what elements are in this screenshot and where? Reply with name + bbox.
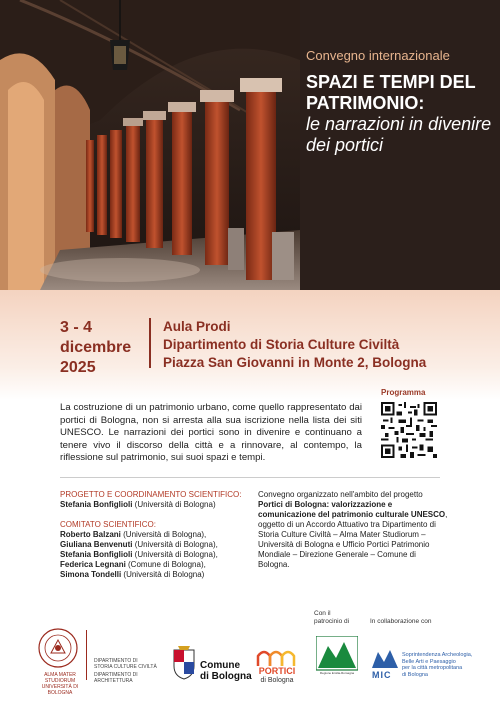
regione-label: Regione Emilia-Romagna — [319, 671, 355, 675]
title-sub: le narrazioni in divenire dei portici — [306, 114, 492, 155]
committee-member: Simona Tondelli (Università di Bologna) — [60, 570, 205, 579]
regione-er-logo-icon — [316, 636, 358, 676]
organization-note: Convegno organizzato nell'ambito del progetto Portici di Bologna: valorizzazione e comunicazione del patrimonio culturale UNESCO, oggetto di un Accordo Attuativo tra Dipartimento di Storia Culture Civiltà – Alma Mater Studiorum – Università di Bologna e Ufficio Portici Patrimonio Mondiale – Direzione Generale – Comune di Bologna. — [258, 490, 448, 569]
intro-paragraph: La costruzione di un patrimonio urbano, come quello rappresentato dai portici di Bologna, non si arresta alla sua iscrizione nella lista dei siti UNESCO. Le narrazioni dei portici sono in divenire e continuano a tenere vivo il discorso della città e a rinnovare, al contempo, la riflessione sul patrimonio, sui suoi spazi e tempi. — [60, 402, 362, 463]
unibo-seal-icon — [38, 628, 78, 668]
venue-line-1: Aula Prodi — [163, 319, 231, 334]
dept-arch-label: DIPARTIMENTO DI ARCHITETTURA — [94, 672, 138, 684]
comune-crest-icon — [172, 646, 196, 680]
patrocinio-label: Con il patrocinio di — [314, 610, 350, 625]
committee-member: Stefania Bonfiglioli (Università di Bologna), — [60, 550, 218, 559]
committee-member: Roberto Balzani (Università di Bologna), — [60, 530, 207, 539]
collaborazione-label: In collaborazione con — [370, 618, 432, 625]
unibo-divider — [86, 630, 87, 680]
committee-heading: COMITATO SCIENTIFICO: — [60, 520, 156, 529]
venue-line-3: Piazza San Giovanni in Monte 2, Bologna — [163, 355, 427, 370]
comune-label: Comune di Bologna — [200, 660, 252, 682]
project-coordinator: Stefania Bonfiglioli (Università di Bologna) — [60, 500, 216, 509]
logo-strip — [0, 600, 500, 707]
mic-logo-icon — [370, 648, 400, 670]
project-heading: PROGETTO E COORDINAMENTO SCIENTIFICO: — [60, 490, 242, 499]
hero-photo — [0, 0, 500, 290]
divider-line — [60, 477, 440, 478]
committee-member: Giuliana Benvenuti (Università di Bologna), — [60, 540, 218, 549]
soprintendenza-label: Soprintendenza Archeologia, Belle Arti e Paesaggio per la città metropolitana di Bologna — [402, 652, 473, 678]
divider-bar — [149, 318, 151, 368]
credits-left — [60, 490, 250, 580]
committee-list — [60, 530, 250, 580]
conference-label: Convegno internazionale — [306, 48, 450, 63]
programma-qr-code[interactable] — [381, 402, 437, 458]
event-date: 3 - 4 dicembre 2025 — [60, 319, 132, 376]
portici-arches-icon — [256, 648, 296, 666]
dept-storia-label: DIPARTIMENTO DI STORIA CULTURE CIVILTÀ — [94, 658, 157, 670]
title-main: SPAZI E TEMPI DEL PATRIMONIO: — [306, 72, 476, 113]
mic-label: MIC — [372, 670, 392, 680]
portici-label: PORTICI di Bologna — [258, 666, 296, 684]
hero-title-block — [306, 48, 496, 156]
event-venue — [163, 318, 493, 372]
committee-member: Federica Legnani (Comune di Bologna), — [60, 560, 206, 569]
venue-line-2: Dipartimento di Storia Culture Civiltà — [163, 337, 400, 352]
unibo-label: ALMA MATER STUDIORUM UNIVERSITÀ DI BOLOGNA — [41, 672, 79, 696]
programma-label: Programma — [381, 388, 426, 397]
